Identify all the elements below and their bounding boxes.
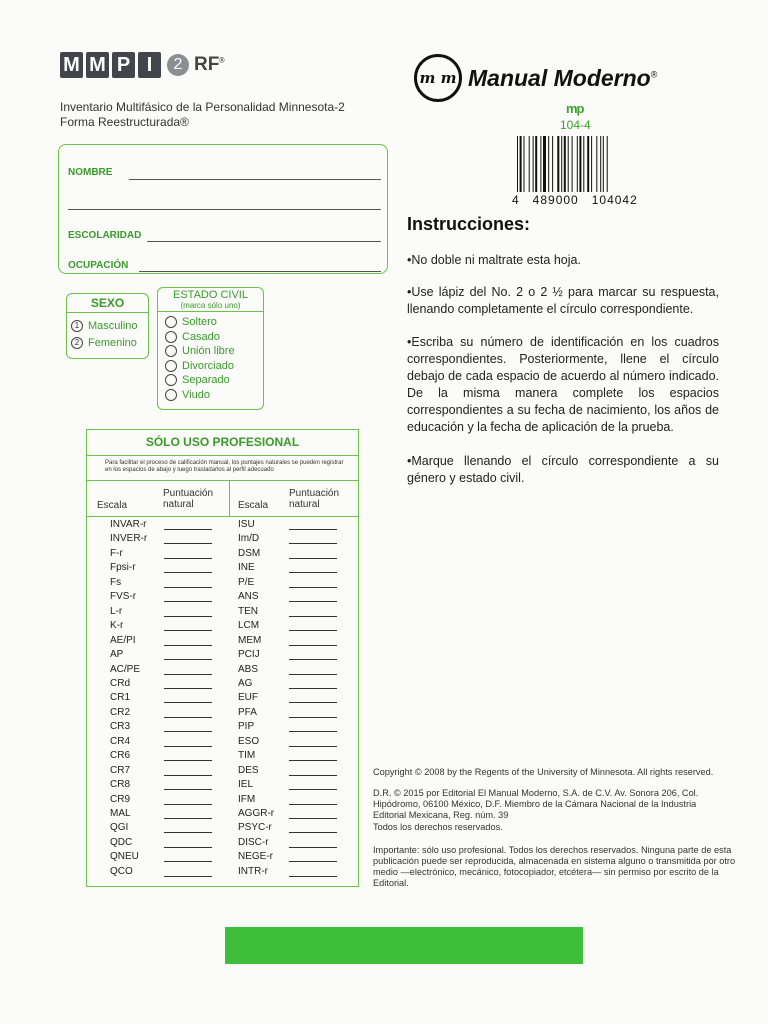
green-bar xyxy=(225,927,583,964)
score-blank-right[interactable] xyxy=(289,779,337,790)
scale-label-left: INVER-r xyxy=(110,533,148,545)
score-blank-right[interactable] xyxy=(289,692,337,703)
barcode-number: 4 489000 104042 xyxy=(512,193,638,207)
barcode-bar xyxy=(579,136,581,192)
scale-label-left: FVS-r xyxy=(110,591,137,603)
score-blank-right[interactable] xyxy=(289,851,337,862)
score-blank-left[interactable] xyxy=(164,577,212,588)
scale-label-left: CR4 xyxy=(110,735,131,747)
scale-label-right: DSM xyxy=(238,547,261,559)
product-code: 104-4 xyxy=(560,118,591,132)
barcode-bar xyxy=(517,136,518,192)
scale-label-left: K-r xyxy=(110,620,124,632)
barcode-bar xyxy=(543,136,546,192)
col-escala-left: Escala xyxy=(97,500,128,511)
estado-civil-title: ESTADO CIVIL xyxy=(173,289,248,301)
scale-label-right: MEM xyxy=(238,634,262,646)
radio-circle[interactable] xyxy=(165,331,177,343)
estado-civil-box xyxy=(157,287,264,410)
scale-label-left: CR2 xyxy=(110,706,131,718)
scale-label-right: AGGR-r xyxy=(238,808,275,819)
scale-label-left: Fs xyxy=(110,576,122,588)
mm-emblem-icon: m m xyxy=(414,54,462,102)
logo-letter: I xyxy=(138,52,161,78)
scale-label-right: ANS xyxy=(238,591,259,603)
score-blank-right[interactable] xyxy=(289,808,337,819)
score-blank-left[interactable] xyxy=(164,533,212,544)
score-blank-left[interactable] xyxy=(164,707,212,718)
score-blank-right[interactable] xyxy=(289,635,337,646)
scale-label-right: PCIJ xyxy=(238,649,260,661)
barcode-bar xyxy=(607,136,608,192)
score-blank-right[interactable] xyxy=(289,548,337,559)
mmpi-logo xyxy=(60,52,225,78)
scale-label-right: IFM xyxy=(238,793,256,805)
scale-label-left: QDC xyxy=(110,836,133,848)
civil-option-soltero[interactable]: Soltero xyxy=(165,315,263,330)
copyright: Copyright © 2008 by the Regents of the University of Minnesota. All rights reserved. xyxy=(373,767,714,777)
barcode-bar xyxy=(561,136,562,192)
radio-circle[interactable] xyxy=(165,345,177,357)
barcode-bar xyxy=(591,136,592,192)
scale-label-left: CRd xyxy=(110,677,131,689)
barcode-bar xyxy=(568,136,569,192)
barcode-bar xyxy=(596,136,597,192)
scale-label-right: DISC-r xyxy=(238,836,269,848)
score-blank-left[interactable] xyxy=(164,519,212,530)
score-blank-right[interactable] xyxy=(289,664,337,675)
barcode-bar xyxy=(533,136,534,192)
escolaridad-label: ESCOLARIDAD xyxy=(68,230,142,241)
score-blank-left[interactable] xyxy=(164,649,212,660)
barcode-bar xyxy=(557,136,559,192)
scale-label-left: QGI xyxy=(110,822,129,834)
scale-label-right: P/E xyxy=(238,576,255,588)
score-blank-right[interactable] xyxy=(289,678,337,689)
barcode-bar xyxy=(535,136,537,192)
sexo-option-femenino[interactable] xyxy=(71,334,148,351)
nombre-label: NOMBRE xyxy=(68,167,113,178)
scale-label-left: AE/PI xyxy=(110,634,136,646)
scale-label-left: AC/PE xyxy=(110,663,141,675)
score-blank-right[interactable] xyxy=(289,736,337,747)
score-blank-left[interactable] xyxy=(164,664,212,675)
score-blank-right[interactable] xyxy=(289,822,337,833)
barcode-bar xyxy=(603,136,604,192)
score-blank-left[interactable] xyxy=(164,750,212,761)
scale-label-right: INTR-r xyxy=(238,865,268,877)
score-blank-right[interactable] xyxy=(289,519,337,530)
logo-letter: P xyxy=(112,52,135,78)
publisher-name: Manual Moderno® xyxy=(468,64,658,91)
score-blank-left[interactable] xyxy=(164,779,212,790)
score-blank-right[interactable] xyxy=(289,562,337,573)
score-blank-left[interactable] xyxy=(164,837,212,848)
score-blank-left[interactable] xyxy=(164,620,212,631)
scale-label-left: F-r xyxy=(110,547,123,559)
scale-label-right: ESO xyxy=(238,735,260,747)
col-puntuacion-right: Puntuación natural xyxy=(289,488,340,510)
score-blank-left[interactable] xyxy=(164,736,212,747)
barcode-bar xyxy=(529,136,530,192)
scale-label-left: CR8 xyxy=(110,779,131,791)
scale-label-left: MAL xyxy=(110,808,131,819)
sexo-box xyxy=(66,293,149,359)
score-blank-left[interactable] xyxy=(164,562,212,573)
professional-title: SÓLO USO PROFESIONAL xyxy=(87,430,358,456)
barcode-bar xyxy=(540,136,541,192)
score-blank-right[interactable] xyxy=(289,577,337,588)
score-blank-right[interactable] xyxy=(289,707,337,718)
scale-label-right: EUF xyxy=(238,692,258,704)
instruction-1: •No doble ni maltrate esta hoja. xyxy=(407,253,581,267)
instructions-title: Instrucciones: xyxy=(407,214,531,234)
instruction-3: •Escriba su número de identificación en los cuadros correspondientes. Posteriormente, llene el círculo debajo de cada espacio de acuerdo al número indicado. De la misma manera complete los espacios correspondientes a su fecha de nacimiento, los años de educación y la fecha de aplicación de la prueba. xyxy=(407,335,719,434)
score-blank-right[interactable] xyxy=(289,649,337,660)
scale-label-right: AG xyxy=(238,677,253,689)
scale-label-left: L-r xyxy=(110,605,123,617)
scale-label-left: CR3 xyxy=(110,721,131,733)
score-blank-right[interactable] xyxy=(289,794,337,805)
identification-box xyxy=(58,144,388,274)
inventory-line1: Inventario Multifásico de la Personalidad Minnesota-2 xyxy=(60,100,345,114)
civil-option-union-libre[interactable]: Unión libre xyxy=(165,344,263,359)
score-blank-right[interactable] xyxy=(289,837,337,848)
score-blank-left[interactable] xyxy=(164,866,212,877)
scale-label-left: INVAR-r xyxy=(110,519,147,530)
score-blank-left[interactable] xyxy=(164,765,212,776)
col-escala-right: Escala xyxy=(238,500,269,511)
score-blank-right[interactable] xyxy=(289,721,337,732)
scale-label-right: TIM xyxy=(238,750,256,762)
score-blank-right[interactable] xyxy=(289,866,337,877)
score-blank-left[interactable] xyxy=(164,721,212,732)
sexo-title: SEXO xyxy=(67,294,148,313)
importante-notice: Importante: sólo uso profesional. Todos los derechos reservados. Ninguna parte de esta publicación puede ser reproducida, almacenada en sistema alguno o transmitida por otro medio —electrónico, mecánico, fotocopiador, etcétera— sin permiso por escrito de la Editorial. xyxy=(373,845,736,888)
barcode-bar xyxy=(572,136,573,192)
barcode-bar xyxy=(552,136,553,192)
barcode-bar xyxy=(600,136,601,192)
scale-label-right: PFA xyxy=(238,706,257,718)
score-blank-right[interactable] xyxy=(289,533,337,544)
option-label: Femenino xyxy=(88,336,137,349)
scale-label-right: LCM xyxy=(238,620,260,632)
score-blank-left[interactable] xyxy=(164,794,212,805)
civil-option-casado[interactable]: Casado xyxy=(165,330,263,345)
score-blank-left[interactable] xyxy=(164,692,212,703)
ocupacion-label: OCUPACIÓN xyxy=(68,260,129,271)
professional-note: Para facilitar el proceso de calificación manual, los puntajes naturales se pueden registrar en los espacios de abajo y luego trasladarlos al perfil adecuado xyxy=(105,460,344,473)
scale-label-left: CR6 xyxy=(110,750,131,762)
scale-label-right: ABS xyxy=(238,663,259,675)
ocupacion-line[interactable] xyxy=(139,271,381,272)
scale-label-left: AP xyxy=(110,649,124,661)
barcode-bar xyxy=(520,136,522,192)
publisher-logo xyxy=(414,54,657,102)
barcode-bar xyxy=(583,136,584,192)
rights-notice: Todos los derechos reservados. xyxy=(373,822,503,832)
professional-use-box xyxy=(86,429,359,887)
radio-circle[interactable]: 1 xyxy=(71,320,83,332)
divider xyxy=(87,480,358,481)
score-blank-left[interactable] xyxy=(164,851,212,862)
civil-option-viudo[interactable]: Viudo xyxy=(165,388,263,403)
scale-label-left: CR7 xyxy=(110,764,131,776)
scale-label-right: IEL xyxy=(238,779,254,791)
scale-label-right: NEGE-r xyxy=(238,851,273,863)
option-label: Masculino xyxy=(88,319,138,332)
score-blank-left[interactable] xyxy=(164,591,212,602)
instruction-4: •Marque llenando el círculo correspondiente a su género y estado civil. xyxy=(407,454,719,485)
estado-civil-subtitle: (marca sólo uno) xyxy=(158,301,263,312)
col-puntuacion-left: Puntuación natural xyxy=(163,488,214,510)
scale-label-right: ISU xyxy=(238,519,255,530)
escolaridad-line[interactable] xyxy=(147,241,381,242)
score-blank-left[interactable] xyxy=(164,822,212,833)
radio-circle[interactable] xyxy=(165,374,177,386)
radio-circle[interactable] xyxy=(165,360,177,372)
barcode-bar xyxy=(564,136,566,192)
inventory-line2: Forma Reestructurada® xyxy=(60,115,189,129)
scale-label-left: CR1 xyxy=(110,692,131,704)
scale-label-left: CR9 xyxy=(110,793,131,805)
scale-label-left: QNEU xyxy=(110,851,139,863)
scale-label-right: INE xyxy=(238,562,255,574)
score-blank-right[interactable] xyxy=(289,591,337,602)
scale-label-right: PIP xyxy=(238,721,255,733)
inventory-title xyxy=(60,100,345,130)
scale-label-right: PSYC-r xyxy=(238,822,272,834)
score-blank-right[interactable] xyxy=(289,765,337,776)
mp-mark: mp xyxy=(566,101,584,116)
scale-label-right: Im/D xyxy=(238,533,260,545)
instruction-2: •Use lápiz del No. 2 o 2 ½ para marcar su respuesta, llenando completamente el círculo correspondiente. xyxy=(407,285,719,316)
barcode-bar xyxy=(524,136,525,192)
score-blank-left[interactable] xyxy=(164,808,212,819)
score-blank-left[interactable] xyxy=(164,635,212,646)
scale-label-right: DES xyxy=(238,764,259,776)
nombre-line[interactable] xyxy=(129,179,381,180)
radio-circle[interactable] xyxy=(165,316,177,328)
score-blank-right[interactable] xyxy=(289,606,337,617)
logo-letter: M xyxy=(86,52,109,78)
civil-option-divorciado[interactable]: Divorciado xyxy=(165,359,263,374)
barcode-bar xyxy=(577,136,578,192)
scale-label-right: TEN xyxy=(238,605,258,617)
divider xyxy=(87,516,358,517)
scale-label-left: Fpsi-r xyxy=(110,562,136,574)
score-blank-right[interactable] xyxy=(289,620,337,631)
score-blank-left[interactable] xyxy=(164,606,212,617)
radio-circle[interactable]: 2 xyxy=(71,337,83,349)
score-blank-left[interactable] xyxy=(164,678,212,689)
barcode-icon xyxy=(517,136,639,192)
logo-rf: RF® xyxy=(194,54,225,75)
col-divider xyxy=(229,480,230,516)
radio-circle[interactable] xyxy=(165,389,177,401)
logo-number: 2 xyxy=(167,54,189,76)
score-blank-left[interactable] xyxy=(164,548,212,559)
scale-label-left: QCO xyxy=(110,865,133,877)
sexo-option-masculino[interactable] xyxy=(71,317,148,334)
barcode-bar xyxy=(548,136,549,192)
logo-letter: M xyxy=(60,52,83,78)
dr-notice: D.R. © 2015 por Editorial El Manual Moderno, S.A. de C.V. Av. Sonora 206, Col. Hipódromo, 06100 México, D.F. Miembro de la Cámara Nacional de la Industria Editorial Mexicana, Reg. núm. 39 xyxy=(373,788,699,820)
barcode-bar xyxy=(587,136,589,192)
civil-option-separado[interactable]: Separado xyxy=(165,373,263,388)
nombre-line-2[interactable] xyxy=(68,209,381,210)
score-blank-right[interactable] xyxy=(289,750,337,761)
